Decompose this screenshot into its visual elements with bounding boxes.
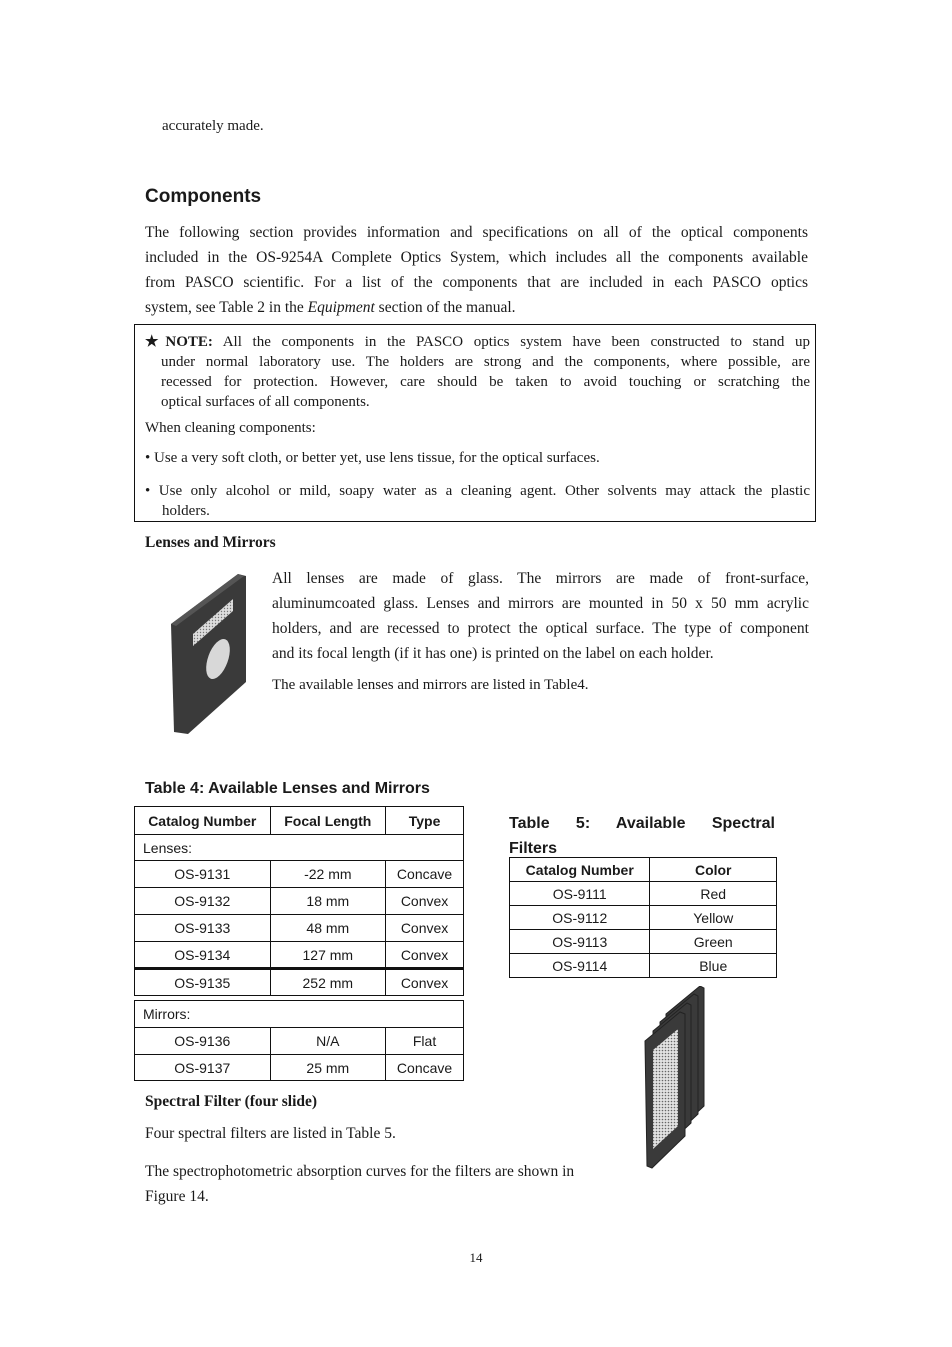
table-row	[135, 969, 464, 996]
table5	[509, 857, 777, 978]
cell: Convex	[386, 915, 464, 942]
table-row	[510, 930, 777, 954]
table-row	[135, 1055, 464, 1081]
section-row	[135, 1001, 464, 1028]
note-line: optical surfaces of all components.	[161, 394, 370, 410]
cell: Concave	[386, 861, 464, 888]
cell: OS-9114	[510, 954, 650, 978]
table-header-row	[135, 807, 464, 835]
cell: Flat	[386, 1028, 464, 1055]
cell: Yellow	[650, 906, 777, 930]
components-line: The following section provides information and specifications on all of the optical components	[145, 224, 808, 241]
table4	[134, 806, 464, 1081]
section-row	[135, 835, 464, 861]
components-line: from PASCO scientific. For a list of the components that are included in each PASCO optics	[145, 274, 808, 291]
cell: Convex	[386, 969, 464, 996]
note-bullet-line: • Use only alcohol or mild, soapy water as a cleaning agent. Other solvents may attack the plastic	[145, 483, 810, 499]
lm-line: All lenses are made of glass. The mirrors are made of front-surface,	[272, 570, 809, 587]
section-label: Mirrors:	[135, 1001, 464, 1028]
cell: Red	[650, 882, 777, 906]
table5-title-line: Filters	[509, 840, 558, 857]
note-bullet-line: holders.	[162, 503, 210, 519]
table4-title: Table 4: Available Lenses and Mirrors	[145, 780, 430, 797]
table-row	[510, 906, 777, 930]
table-row	[135, 942, 464, 969]
spectral-filter-illustration	[640, 986, 720, 1170]
table-header-row	[510, 858, 777, 882]
note-line: All the components in the PASCO optics system have been constructed to stand up	[212, 334, 810, 350]
table-row	[510, 882, 777, 906]
table-row	[135, 888, 464, 915]
cell: 25 mm	[270, 1055, 386, 1081]
header-cell: Type	[386, 807, 464, 835]
lens-holder-illustration	[166, 574, 246, 736]
cell: Blue	[650, 954, 777, 978]
lenses-mirrors-heading: Lenses and Mirrors	[145, 534, 276, 551]
spectral-paragraph: The spectrophotometric absorption curves for the filters are shown in Figure 14.	[145, 1163, 575, 1205]
header-cell: Catalog Number	[510, 858, 650, 882]
lm-line: holders, and are recessed to protect the optical surface. The type of component	[272, 620, 809, 637]
lm-line: and its focal length (if it has one) is printed on the label on each holder.	[272, 645, 714, 662]
spectral-paragraph: Four spectral filters are listed in Table 5.	[145, 1125, 396, 1142]
table-row	[135, 915, 464, 942]
cell: 252 mm	[270, 969, 386, 996]
cell: OS-9112	[510, 906, 650, 930]
cell: OS-9133	[135, 915, 271, 942]
table-row	[510, 954, 777, 978]
cell: OS-9136	[135, 1028, 271, 1055]
note-bullet: • Use a very soft cloth, or better yet, use lens tissue, for the optical surfaces.	[145, 450, 600, 466]
cell: N/A	[270, 1028, 386, 1055]
components-line-last: system, see Table 2 in the Equipment section of the manual.	[145, 299, 516, 316]
cell: Concave	[386, 1055, 464, 1081]
lenses-mirrors-paragraph	[272, 566, 809, 666]
lm-line: aluminumcoated glass. Lenses and mirrors are mounted in 50 x 50 mm acrylic	[272, 595, 809, 612]
cell: OS-9135	[135, 969, 271, 996]
cell: 127 mm	[270, 942, 386, 969]
components-heading: Components	[145, 186, 262, 207]
cell: 18 mm	[270, 888, 386, 915]
section-label: Lenses:	[135, 835, 464, 861]
cell: Convex	[386, 942, 464, 969]
page-number: 14	[469, 1250, 483, 1265]
spectral-heading: Spectral Filter (four slide)	[145, 1093, 318, 1110]
note-line: recessed for protection. However, care should be taken to avoid touching or scratching the	[161, 374, 810, 390]
cell: OS-9113	[510, 930, 650, 954]
table5-title	[509, 811, 775, 861]
cell: OS-9132	[135, 888, 271, 915]
note-label: ★NOTE:	[145, 334, 213, 350]
cell: OS-9134	[135, 942, 271, 969]
note-line: under normal laboratory use. The holders are strong and the components, where possible, are	[161, 354, 810, 370]
note-box	[134, 324, 816, 522]
lenses-available-text: The available lenses and mirrors are listed in Table4.	[272, 677, 589, 693]
table-row	[135, 1028, 464, 1055]
cell: OS-9111	[510, 882, 650, 906]
note-cleaning: When cleaning components:	[145, 420, 316, 436]
header-cell: Color	[650, 858, 777, 882]
components-line: included in the OS-9254A Complete Optics System, which includes all the components available	[145, 249, 808, 266]
table5-title-line: Table 5: Available Spectral	[509, 815, 775, 832]
note-text	[145, 332, 810, 412]
cell: -22 mm	[270, 861, 386, 888]
header-cell: Focal Length	[270, 807, 386, 835]
cell: OS-9137	[135, 1055, 271, 1081]
header-cell: Catalog Number	[135, 807, 271, 835]
cell: Green	[650, 930, 777, 954]
note-bullet	[145, 481, 810, 521]
cell: OS-9131	[135, 861, 271, 888]
table-row	[135, 861, 464, 888]
cell: Convex	[386, 888, 464, 915]
components-paragraph	[145, 220, 808, 320]
intro-text: accurately made.	[162, 118, 264, 134]
cell: 48 mm	[270, 915, 386, 942]
